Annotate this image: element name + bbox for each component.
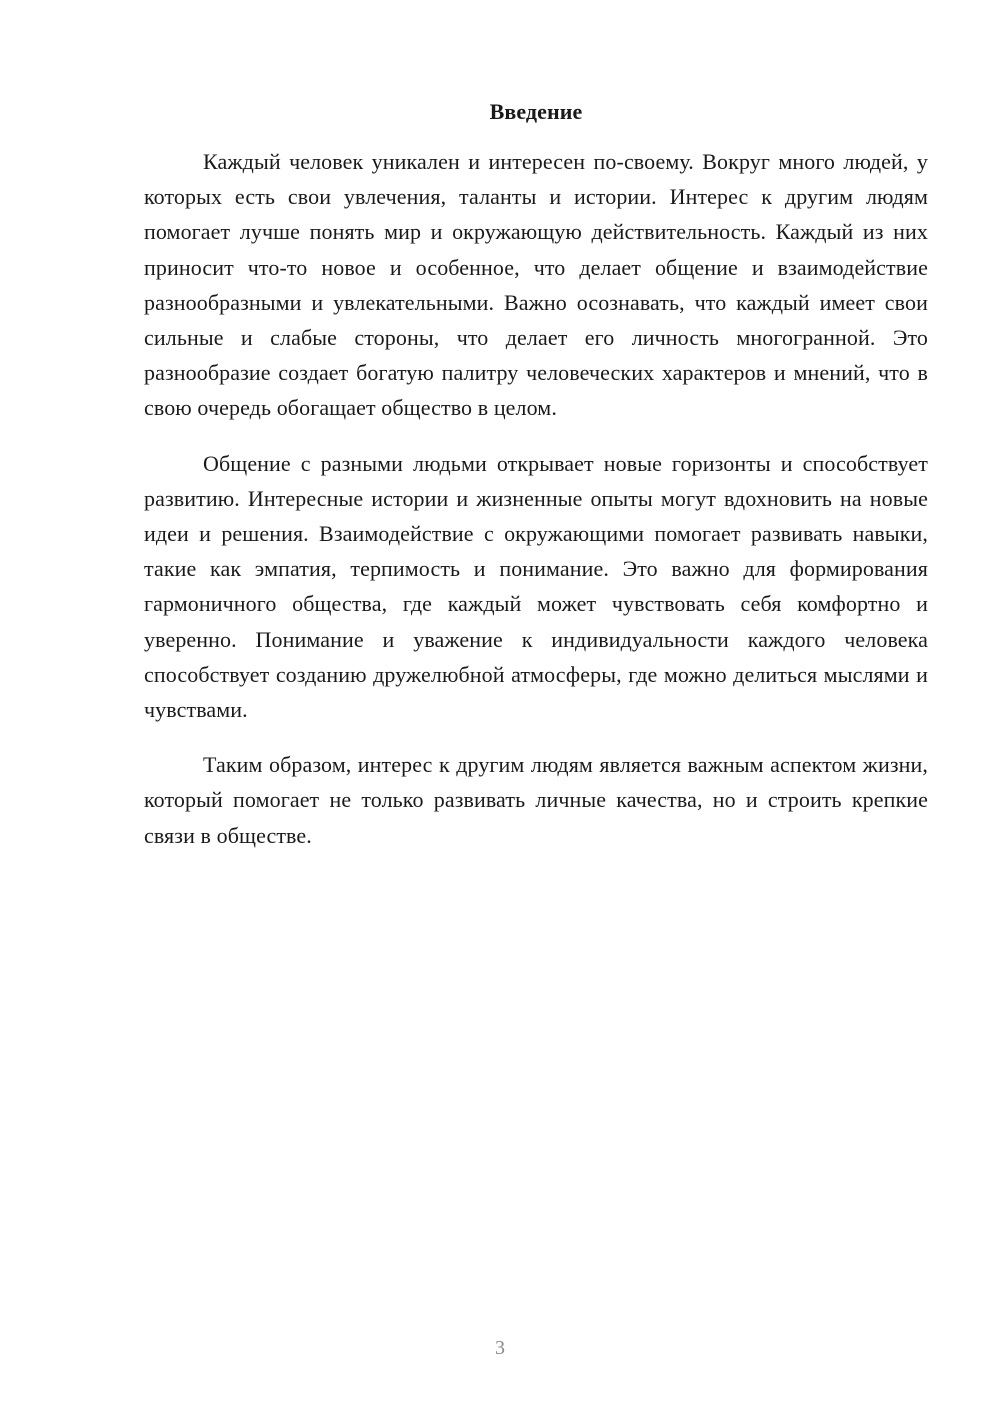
section-heading: Введение — [489, 99, 583, 124]
paragraph-2: Общение с разными людьми открывает новые горизонты и способствует развитию. Интересные истории и жизненные опыты могут вдохновить на новые идеи и решения. Взаимодействие с окружающими помогает развивать навыки, такие как эмпатия, терпимость и понимание. Это важно для формирования гармоничного общества, где каждый может чувствовать себя комфортно и уверенно. Понимание и уважение к индивидуальности каждого человека способствует созданию дружелюбной атмосферы, где можно делиться мыслями и чувствами. — [144, 450, 928, 723]
page-number: 3 — [495, 1337, 505, 1359]
page-content — [144, 96, 928, 873]
paragraph-3: Таким образом, интерес к другим людям является важным аспектом жизни, который помогает не только развивать личные качества, но и строить крепкие связи в обществе. — [144, 752, 928, 848]
paragraph-1: Каждый человек уникален и интересен по-своему. Вокруг много людей, у которых есть свои увлечения, таланты и истории. Интерес к другим людям помогает лучше понять мир и окружающую действительность. Каждый из них приносит что-то новое и особенное, что делает общение и взаимодействие разнообразными и увлекательными. Важно осознавать, что каждый имеет свои сильные и слабые стороны, что делает его личность многогранной. Это разнообразие создает богатую палитру человеческих характеров и мнений, что в свою очередь обогащает общество в целом. — [144, 149, 928, 421]
